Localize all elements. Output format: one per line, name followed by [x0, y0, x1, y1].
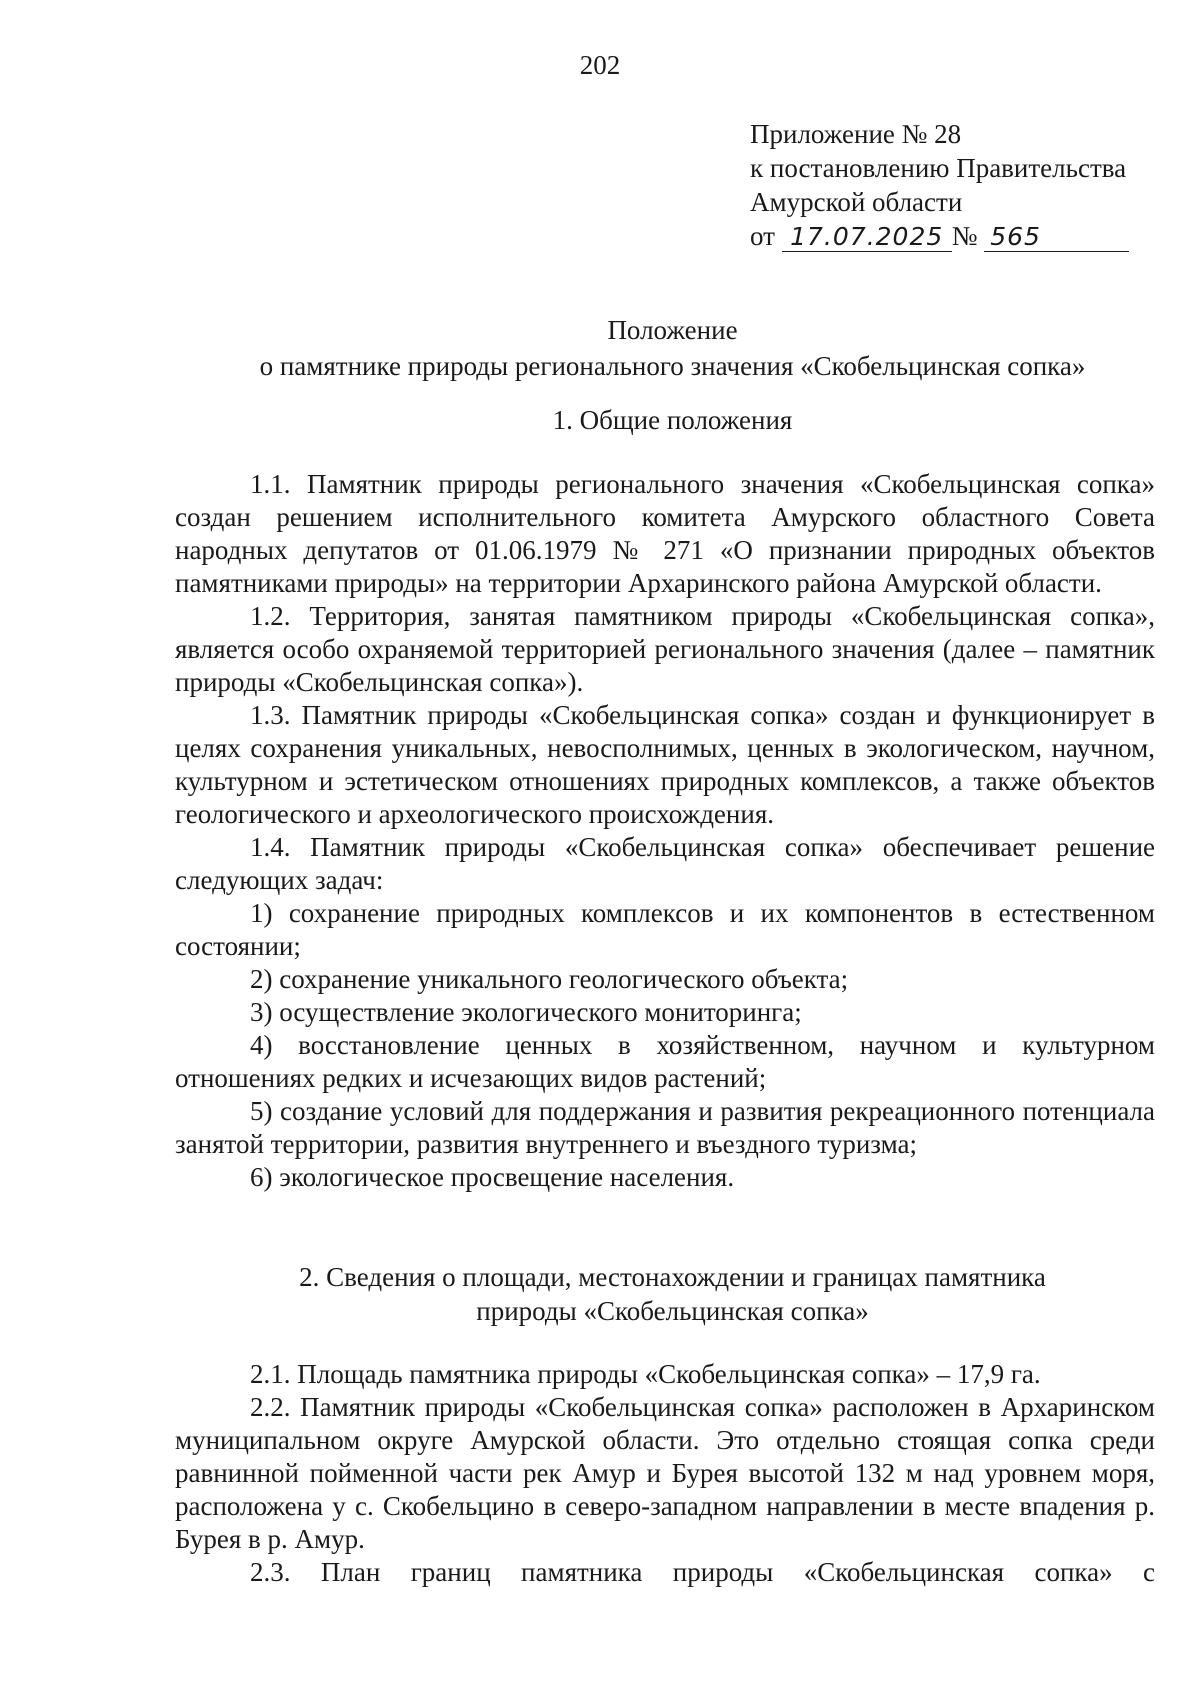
task-item-4: 4) восстановление ценных в хозяйственном, научном и культурном отношениях редких и исчезающих видов растений; — [175, 1030, 1155, 1093]
section-2-heading — [175, 1260, 1170, 1328]
title-line-1: Положение — [607, 315, 738, 345]
title-line-2: о памятнике природы регионального значения «Скобельцинская сопка» — [259, 351, 1086, 381]
number-prefix: № — [951, 221, 978, 251]
paragraph-2-1: 2.1. Площадь памятника природы «Скобельцинская сопка» – 17,9 га. — [250, 1359, 1041, 1389]
task-item-6: 6) экологическое просвещение населения. — [250, 1162, 735, 1192]
section-1-body — [175, 468, 1155, 1194]
section-1-heading: 1. Общие положения — [552, 405, 793, 435]
section-2-heading-line-1: 2. Сведения о площади, местонахождении и границах памятника — [299, 1262, 1046, 1292]
task-item-5: 5) создание условий для поддержания и развития рекреационного потенциала занятой территории, развития внутреннего и въездного туризма; — [175, 1096, 1155, 1159]
date-blank — [782, 222, 952, 252]
task-item-2: 2) сохранение уникального геологического объекта; — [250, 964, 849, 994]
region-name: Амурской области — [750, 187, 963, 217]
section-2-heading-line-2: природы «Скобельцинская сопка» — [476, 1296, 869, 1326]
page-number: 202 — [579, 50, 621, 80]
date-prefix: от — [750, 221, 775, 251]
paragraph-1-2: 1.2. Территория, занятая памятником природы «Скобельцинская сопка», является особо охраняемой территорией регионального значения (далее – памятник природы «Скобельцинская сопка»). — [175, 601, 1155, 697]
number-blank — [984, 222, 1129, 252]
paragraph-1-1: 1.1. Памятник природы регионального значения «Скобельцинская сопка» создан решением исполнительного комитета Амурского областного Совета народных депутатов от 01.06.1979 № 271 «О признании природных объектов памятниками природы» на территории Архаринского района Амурской области. — [175, 469, 1155, 598]
section-2-body — [175, 1358, 1155, 1589]
task-item-1: 1) сохранение природных комплексов и их компонентов в естественном состоянии; — [175, 898, 1155, 961]
appendix-number: Приложение № 28 — [750, 119, 962, 149]
handwritten-date: 17.07.2025 — [790, 222, 944, 251]
paragraph-1-3: 1.3. Памятник природы «Скобельцинская сопка» создан и функционирует в целях сохранения уникальных, невосполнимых, ценных в экологическом, научном, культурном и эстетическом отношениях природных комплексов, а также объектов геологического и археологического происхождения. — [175, 700, 1155, 829]
paragraph-2-3: 2.3. План границ памятника природы «Скобельцинская сопка» с — [250, 1557, 1155, 1587]
approval-stamp-block — [750, 117, 1170, 253]
handwritten-number: 565 — [990, 222, 1041, 251]
date-number-line — [750, 219, 1170, 253]
task-item-3: 3) осуществление экологического мониторинга; — [250, 997, 802, 1027]
resolution-reference: к постановлению Правительства — [750, 153, 1127, 183]
paragraph-2-2: 2.2. Памятник природы «Скобельцинская сопка» расположен в Архаринском муниципальном округе Амурской области. Это отдельно стоящая сопка среди равнинной пойменной части рек Амур и Бурея высотой 132 м над уровнем моря, расположена у с. Скобельцино в северо-западном направлении в месте впадения р. Бурея в р. Амур. — [175, 1392, 1155, 1554]
document-title — [175, 312, 1170, 384]
paragraph-1-4: 1.4. Памятник природы «Скобельцинская сопка» обеспечивает решение следующих задач: — [175, 832, 1155, 895]
